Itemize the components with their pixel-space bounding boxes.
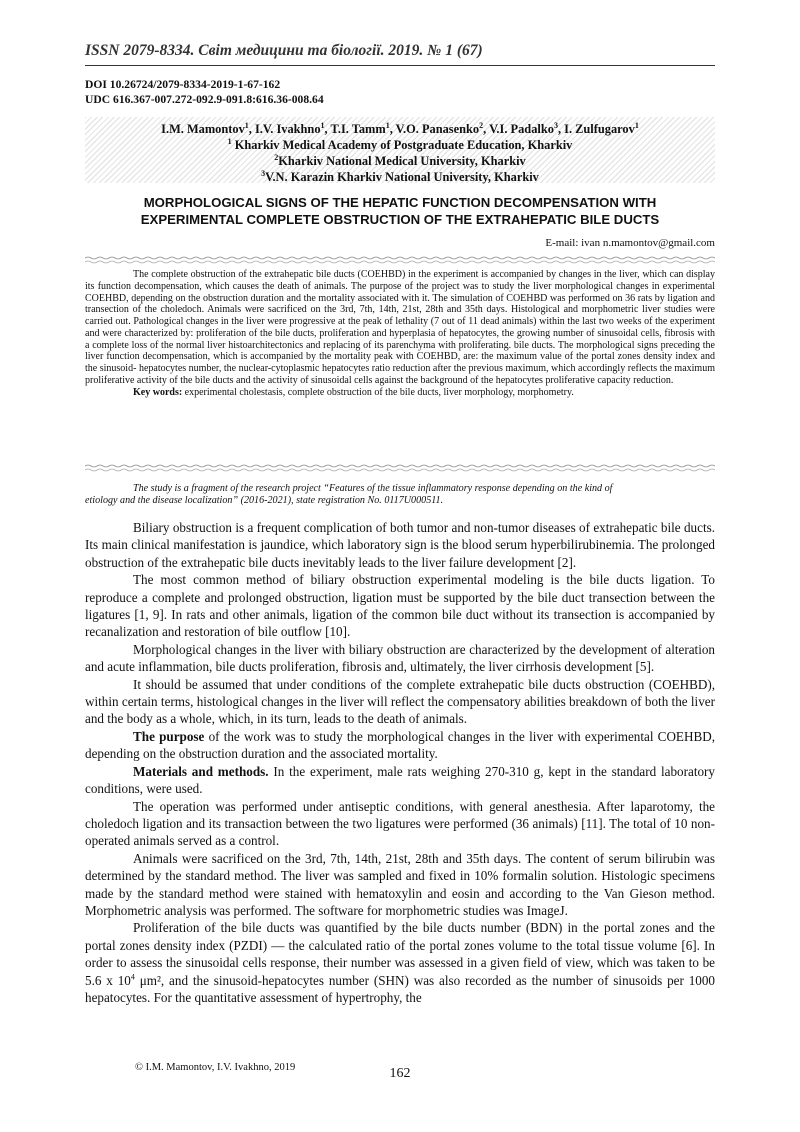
page-number: 162 xyxy=(389,1066,411,1081)
body-paragraph: Morphological changes in the liver with biliary obstruction are characterized by the development of alteration and acute inflammation, bile ducts proliferation, fibrosis and, ultimately, the liver cirrhosis development [5]. xyxy=(85,641,715,675)
title-line-1: MORPHOLOGICAL SIGNS OF THE HEPATIC FUNCTION DECOMPENSATION WITH xyxy=(143,195,657,210)
body-paragraph: Animals were sacrificed on the 3rd, 7th, 14th, 21st, 28th and 35th days. The content of serum bilirubin was determined by the standard method. The liver was sampled and fixed in 10% formalin solution. Histologic specimens made by the standard method were stained with hematoxylin and eosin and according to the Van Gieson method. Morphometric analysis was performed. The software for morphometric studies was ImageJ. xyxy=(85,850,715,918)
body-paragraph: The operation was performed under antiseptic conditions, with general anesthesia. After laparotomy, the choledoch ligation and its transaction between the two ligatures were performed (36 animals) [11]. The total of 10 non-operated animals served as a control. xyxy=(85,798,715,849)
methods-paragraph: Materials and methods. In the experiment, male rats weighing 270-310 g, kept in the standard laboratory conditions, were used. xyxy=(85,763,715,797)
author-list: I.M. Mamontov$^1$, I.V. Ivakhno$^1$, T.I. Tamm$^1$, V.O. Panasenko$^2$, V.I. Padalko$^3$, I. Zulfugarov$^1$ xyxy=(161,121,639,137)
udc: UDC 616.367-007.272-092.9-091.8:616.36-008.64 xyxy=(85,93,324,106)
article-title xyxy=(85,194,715,228)
copyright: © I.M. Mamontov, I.V. Ivakhno, 2019 xyxy=(135,1062,296,1073)
body-paragraph: Proliferation of the bile ducts was quantified by the bile ducts number (BDN) in the portal zones and the portal zones density index (PZDI) — the calculated ratio of the portal zones volume to the total tissue volume [6]. In order to assess the sinusoidal cells response, their number was assessed in a given field of view, which was taken to be 5.6 x $10^4$ μm², and the sinusoid-hepatocytes number (SHN) was also recorded as the number of sinusoids per 1000 hepatocytes. For the quantitative assessment of hypertrophy, the xyxy=(85,920,715,1005)
body-paragraph: It should be assumed that under conditions of the complete extrahepatic bile ducts obstruction (COEHBD), within certain terms, histological changes in the liver will reflect the compensatory abilities breakdown of both the liver and the body as a whole, which, in its turn, leads to the death of animals. xyxy=(85,676,715,727)
body-paragraph: The most common method of biliary obstruction experimental modeling is the bile ducts ligation. To reproduce a complete and prolonged obstruction, ligation must be supported by the bile duct transection between the ligatures [1, 9]. In rats and other animals, ligation of the common bile duct without its transection is accompanied by recanalization and restoration of bile outflow [10]. xyxy=(85,572,715,640)
doi: DOI 10.26724/2079-8334-2019-1-67-162 xyxy=(85,78,281,91)
title-line-2: EXPERIMENTAL COMPLETE OBSTRUCTION OF THE EXTRAHEPATIC BILE DUCTS xyxy=(140,212,660,227)
body-paragraph: Biliary obstruction is a frequent complication of both tumor and non-tumor diseases of extrahepatic bile ducts. Its main clinical manifestation is jaundice, which laboratory sign is the blood serum hyperbilirubinemia. The prolonged obstruction of the extrahepatic bile ducts inevitably leads to the liver failure development [2]. xyxy=(85,520,715,570)
wavy-divider-top xyxy=(85,256,715,264)
header-rule xyxy=(85,65,715,66)
study-note-line-2: etiology and the disease localization” (2016-2021), state registration No. 0117U000511. xyxy=(85,495,444,506)
affiliation-1: $^1$ Kharkiv Medical Academy of Postgraduate Education, Kharkiv xyxy=(227,137,573,153)
author-email: E-mail: ivan n.mamontov@gmail.com xyxy=(545,237,715,249)
abstract-text: The complete obstruction of the extrahepatic bile ducts (COEHBD) in the experiment is accompanied by changes in the liver, which can display its function decompensation, which causes the death of animals. The purpose of the project was to study the liver morphological changes in experimental COEHBD, depending on the obstruction duration and the mortality associated with it. The simulation of COEHBD was performed on 36 rats by ligation and transection of the choledoch. Animals were sacrificed on the 3rd, 7th, 14th, 21st, 28th and 35th days. Histological and morphometric liver studies were carried out. Pathological changes in the liver were progressive at the peak of lethality (7 out of 11 dead animals) within the last two weeks of the experiment and were characterized by: proliferation of the bile ducts, proliferation and hyperplasia of hepatocytes, the growing number of sinusoidal cells, fibrosis with a complete loss of the normal liver histoarchitectonics and replacing of its parenchyma with proliferating. bile ducts. The morphological signs preceding the liver function decompensation, which is accompanied by the mortality peak with COEHBD, are: the maximum value of the portal zones density index and the sinusoid- hepatocytes number, the nuclear-cytoplasmic hepatocytes ratio reduction after the previous maximum, which accordingly reflects the maximum proliferative activity of the bile ducts and the activity of sinusoidal cells against the background of the hepatocytes proliferative capacity reduction. xyxy=(85,269,715,386)
study-note xyxy=(85,483,715,507)
keywords-label: Key words: xyxy=(133,386,183,398)
article-body xyxy=(85,519,715,1006)
purpose-paragraph: The purpose of the work was to study the morphological changes in the liver with experimental COEHBD, depending on the obstruction duration and the associated mortality. xyxy=(85,728,715,762)
abstract xyxy=(85,269,715,398)
affiliation-3: $^3$V.N. Karazin Kharkiv National University, Kharkiv xyxy=(261,169,539,185)
journal-header: ISSN 2079-8334. Світ медицини та біології. 2019. № 1 (67) xyxy=(85,42,483,59)
study-note-line-1: The study is a fragment of the research project “Features of the tissue inflammatory response depending on the kind of xyxy=(133,483,613,494)
keywords xyxy=(85,387,715,399)
wavy-divider-bottom xyxy=(85,464,715,472)
affiliation-2: $^2$Kharkiv National Medical University, Kharkiv xyxy=(274,153,526,169)
methods-label: Materials and methods. xyxy=(133,763,269,779)
keywords-text: experimental cholestasis, complete obstruction of the bile ducts, liver morphology, morphometry. xyxy=(182,386,574,398)
purpose-label: The purpose xyxy=(133,728,205,744)
